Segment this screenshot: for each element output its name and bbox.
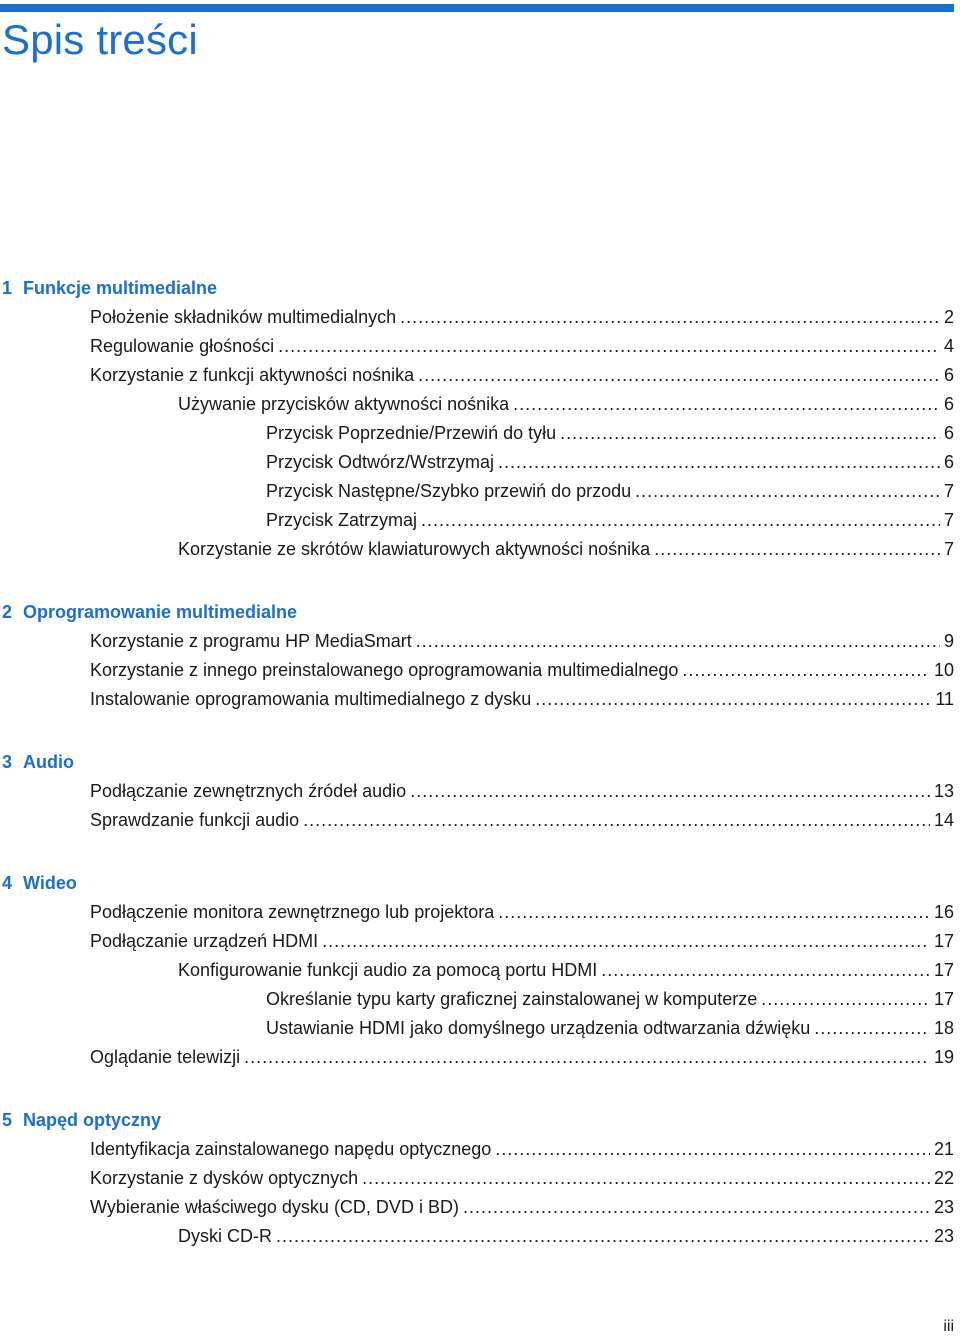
dot-leader	[421, 506, 940, 535]
toc-entry-link[interactable]	[0, 477, 954, 506]
toc-entry-page-number: 23	[933, 1226, 954, 1246]
page-title: Spis treści	[2, 16, 198, 63]
toc-entry-page-number: 4	[943, 336, 954, 356]
dot-leader	[498, 898, 930, 927]
toc-entry-link[interactable]	[0, 419, 954, 448]
toc-entry-title: Ustawianie HDMI jako domyślnego urządzenia odtwarzania dźwięku	[266, 1018, 811, 1038]
chapter-section	[0, 1106, 954, 1251]
chapter-section	[0, 869, 954, 1072]
chapter-number: 5	[2, 1110, 13, 1130]
toc-entry-link[interactable]	[0, 1222, 954, 1251]
dot-leader	[513, 390, 940, 419]
chapter-title: Napęd optyczny	[23, 1110, 162, 1130]
toc-entry-link[interactable]	[0, 777, 954, 806]
chapter-section	[0, 598, 954, 714]
dot-leader	[463, 1193, 930, 1222]
toc-entry-page-number: 17	[933, 931, 954, 951]
toc-entry-title: Określanie typu karty graficznej zainstalowanej w komputerze	[266, 989, 758, 1009]
dot-leader	[278, 332, 940, 361]
dot-leader	[276, 1222, 930, 1251]
toc-entry-page-number: 7	[943, 481, 954, 501]
toc-entry-link[interactable]	[0, 1043, 954, 1072]
dot-leader	[761, 985, 930, 1014]
dot-leader	[635, 477, 940, 506]
chapter-number: 1	[2, 278, 13, 298]
chapter-number: 4	[2, 873, 13, 893]
toc-entry-page-number: 7	[943, 510, 954, 530]
toc-entry-page-number: 14	[933, 810, 954, 830]
toc-entry-title: Oglądanie telewizji	[90, 1047, 241, 1067]
chapter-heading-link[interactable]	[0, 869, 954, 898]
chapter-title: Wideo	[23, 873, 77, 893]
dot-leader	[303, 806, 930, 835]
toc-entry-link[interactable]	[0, 1135, 954, 1164]
toc-entry-page-number: 18	[933, 1018, 954, 1038]
dot-leader	[498, 448, 940, 477]
toc-entry-link[interactable]	[0, 535, 954, 564]
table-of-contents	[0, 274, 954, 1285]
toc-entry-title: Korzystanie z programu HP MediaSmart	[90, 631, 412, 651]
chapter-number: 3	[2, 752, 13, 772]
toc-entry-link[interactable]	[0, 390, 954, 419]
toc-entry-title: Korzystanie z dysków optycznych	[90, 1168, 359, 1188]
toc-entry-page-number: 10	[933, 660, 954, 680]
dot-leader	[601, 956, 930, 985]
toc-entry-page-number: 11	[935, 689, 954, 709]
toc-entry-link[interactable]	[0, 361, 954, 390]
toc-entry-link[interactable]	[0, 1014, 954, 1043]
chapter-section	[0, 274, 954, 564]
toc-entry-link[interactable]	[0, 332, 954, 361]
toc-entry-link[interactable]	[0, 448, 954, 477]
toc-entry-link[interactable]	[0, 303, 954, 332]
dot-leader	[410, 777, 930, 806]
toc-entry-link[interactable]	[0, 956, 954, 985]
dot-leader	[654, 535, 940, 564]
toc-entry-title: Regulowanie głośności	[90, 336, 275, 356]
toc-entry-link[interactable]	[0, 656, 954, 685]
toc-entry-page-number: 6	[943, 423, 954, 443]
toc-entry-title: Przycisk Odtwórz/Wstrzymaj	[266, 452, 495, 472]
toc-entry-page-number: 7	[943, 539, 954, 559]
header-rule	[0, 4, 954, 12]
toc-entry-page-number: 6	[943, 452, 954, 472]
toc-entry-link[interactable]	[0, 506, 954, 535]
toc-entry-page-number: 2	[943, 307, 954, 327]
toc-entry-title: Korzystanie z funkcji aktywności nośnika	[90, 365, 415, 385]
chapter-section	[0, 748, 954, 835]
toc-entry-title: Używanie przycisków aktywności nośnika	[178, 394, 510, 414]
toc-entry-link[interactable]	[0, 927, 954, 956]
toc-entry-page-number: 22	[933, 1168, 954, 1188]
toc-entry-page-number: 6	[943, 365, 954, 385]
toc-entry-link[interactable]	[0, 1164, 954, 1193]
toc-entry-title: Przycisk Następne/Szybko przewiń do przodu	[266, 481, 632, 501]
dot-leader	[400, 303, 940, 332]
toc-entry-title: Podłączanie urządzeń HDMI	[90, 931, 319, 951]
dot-leader	[416, 627, 940, 656]
toc-entry-page-number: 23	[933, 1197, 954, 1217]
toc-entry-page-number: 17	[933, 960, 954, 980]
toc-entry-title: Dyski CD-R	[178, 1226, 272, 1246]
chapter-heading-link[interactable]	[0, 598, 954, 627]
toc-entry-page-number: 16	[933, 902, 954, 922]
toc-entry-title: Wybieranie właściwego dysku (CD, DVD i BD)	[90, 1197, 459, 1217]
dot-leader	[244, 1043, 930, 1072]
toc-entry-page-number: 9	[943, 631, 954, 651]
toc-entry-page-number: 13	[933, 781, 954, 801]
chapter-title: Audio	[23, 752, 74, 772]
toc-entry-page-number: 19	[933, 1047, 954, 1067]
chapter-heading-link[interactable]	[0, 274, 954, 303]
page-number-footer: iii	[943, 1318, 954, 1335]
chapter-number: 2	[2, 602, 13, 622]
toc-entry-title: Podłączenie monitora zewnętrznego lub projektora	[90, 902, 495, 922]
toc-entry-title: Identyfikacja zainstalowanego napędu optycznego	[90, 1139, 492, 1159]
dot-leader	[814, 1014, 930, 1043]
dot-leader	[682, 656, 930, 685]
chapter-title: Funkcje multimedialne	[23, 278, 218, 298]
dot-leader	[322, 927, 930, 956]
toc-entry-link[interactable]	[0, 1193, 954, 1222]
dot-leader	[495, 1135, 930, 1164]
toc-entry-page-number: 6	[943, 394, 954, 414]
toc-entry-title: Sprawdzanie funkcji audio	[90, 810, 300, 830]
dot-leader	[418, 361, 940, 390]
chapter-title: Oprogramowanie multimedialne	[23, 602, 298, 622]
toc-entry-title: Przycisk Poprzednie/Przewiń do tyłu	[266, 423, 557, 443]
toc-entry-title: Korzystanie z innego preinstalowanego oprogramowania multimedialnego	[90, 660, 679, 680]
toc-entry-link[interactable]	[0, 898, 954, 927]
toc-entry-page-number: 17	[933, 989, 954, 1009]
toc-entry-link[interactable]	[0, 985, 954, 1014]
toc-entry-link[interactable]	[0, 627, 954, 656]
dot-leader	[362, 1164, 930, 1193]
toc-entry-title: Podłączanie zewnętrznych źródeł audio	[90, 781, 407, 801]
toc-entry-title: Przycisk Zatrzymaj	[266, 510, 418, 530]
toc-entry-title: Korzystanie ze skrótów klawiaturowych aktywności nośnika	[178, 539, 651, 559]
chapter-heading-link[interactable]	[0, 1106, 954, 1135]
toc-entry-link[interactable]	[0, 806, 954, 835]
chapter-heading-link[interactable]	[0, 748, 954, 777]
dot-leader	[535, 685, 931, 714]
toc-entry-title: Położenie składników multimedialnych	[90, 307, 397, 327]
toc-entry-link[interactable]	[0, 685, 954, 714]
toc-entry-title: Instalowanie oprogramowania multimedialnego z dysku	[90, 689, 532, 709]
toc-entry-title: Konfigurowanie funkcji audio za pomocą portu HDMI	[178, 960, 598, 980]
toc-entry-page-number: 21	[933, 1139, 954, 1159]
dot-leader	[560, 419, 940, 448]
